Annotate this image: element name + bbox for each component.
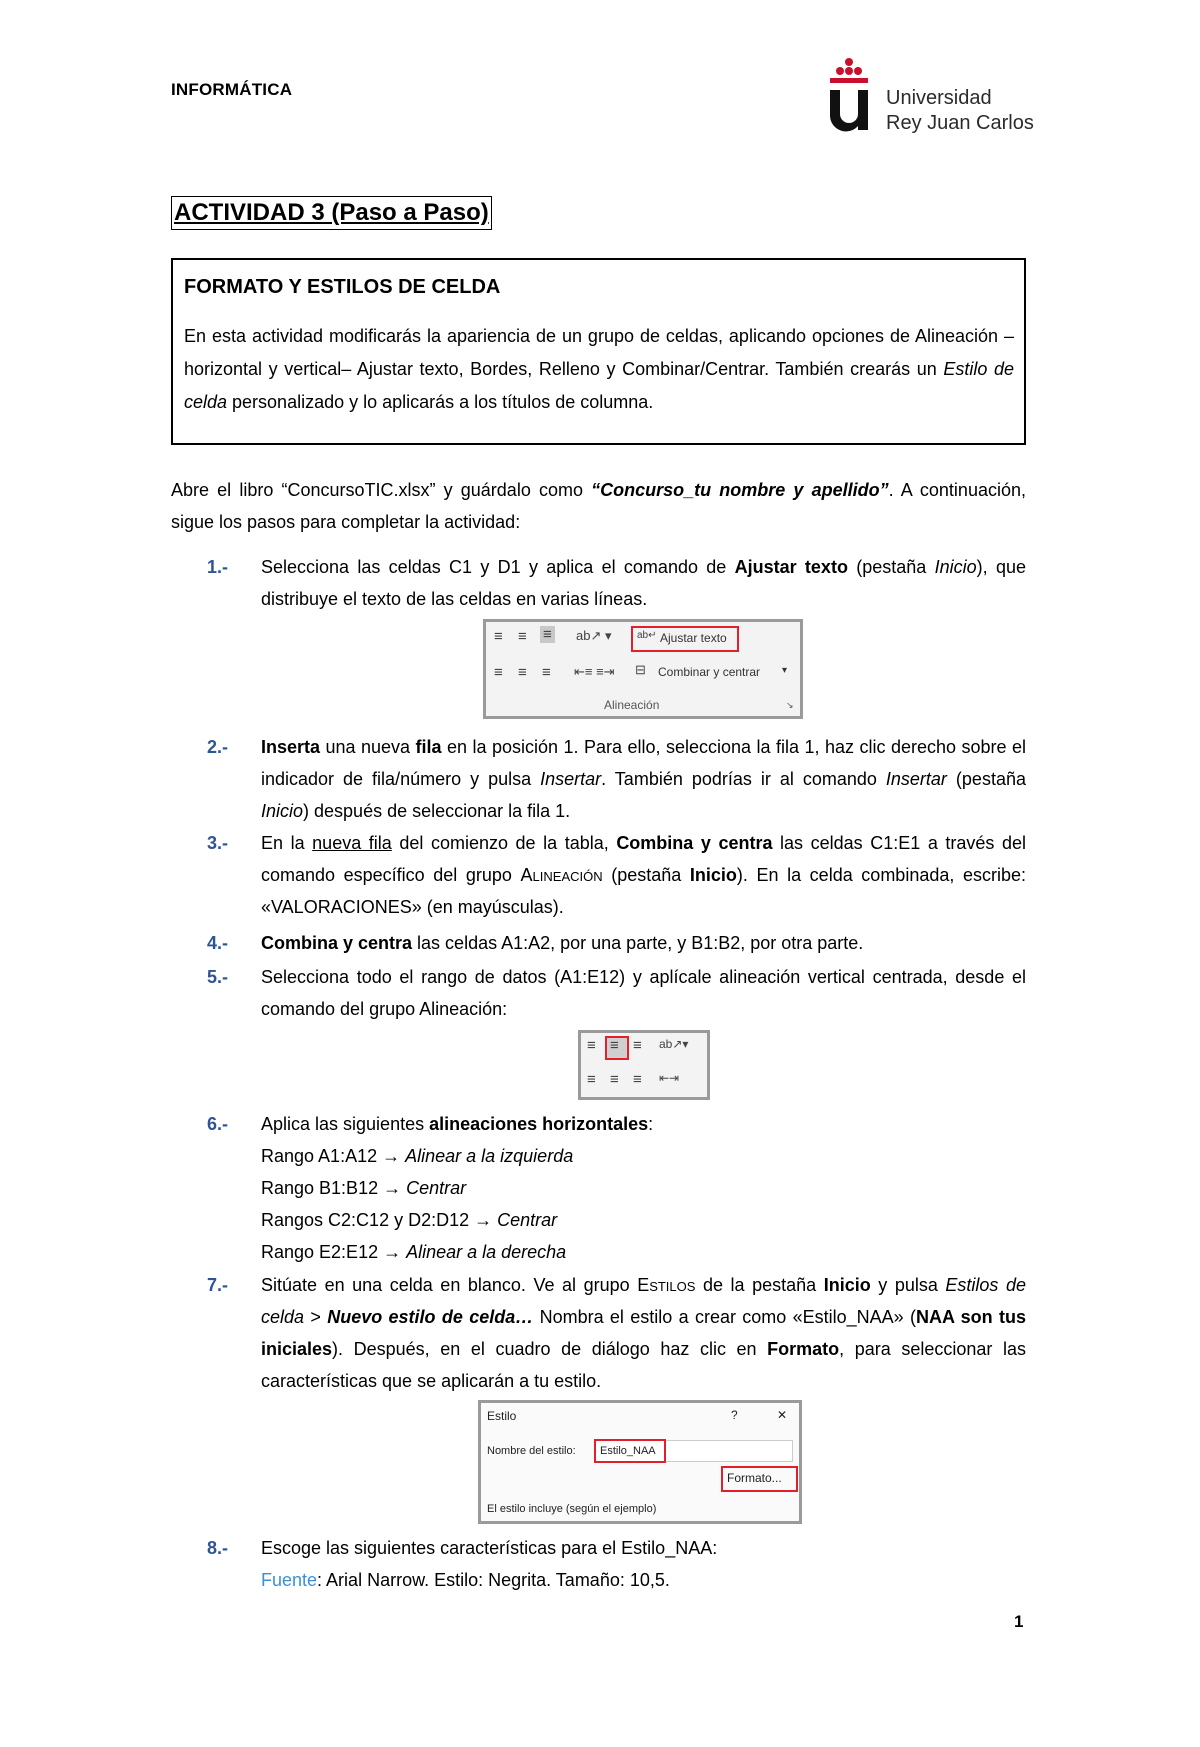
vertical-align-ribbon-screenshot bbox=[578, 1030, 710, 1100]
group-label: Alineación bbox=[604, 698, 660, 712]
step-number: 5.- bbox=[207, 967, 229, 987]
align-left-icon: ≡ bbox=[587, 1071, 596, 1088]
indent-icons: ⇤⇥ bbox=[659, 1071, 680, 1085]
university-name-line1: Universidad bbox=[886, 87, 992, 109]
university-name-line2: Rey Juan Carlos bbox=[886, 112, 1034, 134]
step-number: 3.- bbox=[207, 833, 229, 853]
help-icon: ? bbox=[731, 1408, 738, 1422]
page-number: 1 bbox=[1014, 1612, 1024, 1631]
chevron-down-icon: ▾ bbox=[782, 665, 788, 676]
merge-center-icon: ⊟ bbox=[635, 662, 646, 677]
summary-heading: FORMATO Y ESTILOS DE CELDA bbox=[184, 276, 501, 298]
wrap-text-button: Ajustar texto bbox=[660, 631, 727, 645]
step-number: 7.- bbox=[207, 1275, 229, 1295]
urjc-logo-icon bbox=[826, 56, 872, 132]
university-logo bbox=[826, 56, 1036, 136]
dialog-launcher-icon: ↘ bbox=[786, 700, 794, 710]
range-line: Rango E2:E12 → Alinear a la derecha bbox=[261, 1242, 567, 1262]
range-line: Rango B1:B12 → Centrar bbox=[261, 1178, 467, 1198]
dialog-title: Estilo bbox=[487, 1409, 517, 1423]
close-icon: ✕ bbox=[777, 1408, 788, 1422]
align-middle-icon: ≡ bbox=[610, 1037, 619, 1054]
step-text: Aplica las siguientes alineaciones horizontales: Rango A1:A12 → Alinear a la izquierda Rango B1:B12 → Centrar Rangos C2:C12 y D2:D12 → Centrar Rango E2:E12 → Alinear a la derecha bbox=[261, 1108, 1026, 1268]
align-left-icon: ≡ bbox=[494, 664, 503, 681]
style-includes-label: El estilo incluye (según el ejemplo) bbox=[487, 1503, 657, 1515]
alignment-ribbon-screenshot bbox=[483, 619, 803, 719]
align-right-icon: ≡ bbox=[633, 1071, 642, 1088]
style-dialog-screenshot bbox=[478, 1400, 802, 1524]
step-text: En la nueva fila del comienzo de la tabla, Combina y centra las celdas C1:E1 a través del comando específico del grupo Alineación (pestaña Inicio). En la celda combinada, escribe: «VALORACIONES» (en mayúsculas). bbox=[261, 833, 1026, 917]
align-top-icon: ≡ bbox=[587, 1037, 596, 1054]
summary-box bbox=[171, 258, 1026, 445]
step-text: Escoge las siguientes características para el Estilo_NAA: Fuente: Arial Narrow. Estilo: Negrita. Tamaño: 10,5. bbox=[261, 1538, 718, 1590]
header-subject: INFORMÁTICA bbox=[171, 80, 293, 99]
university-name bbox=[886, 86, 1034, 136]
range-line: Rango A1:A12 → Alinear a la izquierda bbox=[261, 1146, 574, 1166]
align-center-icon: ≡ bbox=[610, 1071, 619, 1088]
align-top-icon: ≡ bbox=[494, 628, 503, 645]
step-text: Selecciona todo el rango de datos (A1:E12) y aplícale alineación vertical centrada, desde el comando del grupo Alineación: bbox=[261, 967, 1026, 1019]
range-line: Rangos C2:C12 y D2:D12 → Centrar bbox=[261, 1210, 558, 1230]
step-number: 1.- bbox=[207, 557, 229, 577]
step-number: 6.- bbox=[207, 1114, 229, 1134]
align-center-icon: ≡ bbox=[518, 664, 527, 681]
merge-center-button: Combinar y centrar bbox=[658, 665, 761, 679]
font-label: Fuente bbox=[261, 1570, 318, 1590]
summary-text: En esta actividad modificarás la apariencia de un grupo de celdas, aplicando opciones de Alineación –horizontal y vertical– Ajustar texto, Bordes, Relleno y Combinar/Centrar. También crearás un Estilo de celda personalizado y lo aplicarás a los títulos de columna. bbox=[184, 326, 1014, 412]
orientation-icon: ab↗▾ bbox=[659, 1037, 689, 1051]
intro-paragraph: Abre el libro “ConcursoTIC.xlsx” y guárdalo como “Concurso_tu nombre y apellido”. A continuación, sigue los pasos para completar la actividad: bbox=[171, 480, 1026, 532]
align-bottom-icon: ≡ bbox=[633, 1037, 642, 1054]
align-middle-icon: ≡ bbox=[518, 628, 527, 645]
align-right-icon: ≡ bbox=[542, 664, 551, 681]
style-name-label: Nombre del estilo: bbox=[487, 1445, 576, 1457]
orientation-icon: ab↗ ▾ bbox=[576, 628, 612, 643]
style-name-value: Estilo_NAA bbox=[600, 1445, 656, 1457]
wrap-text-icon: ab↵ bbox=[637, 630, 657, 641]
indent-icons: ⇤≡ ≡⇥ bbox=[574, 664, 615, 679]
format-button: Formato... bbox=[727, 1471, 782, 1485]
step-text: Selecciona las celdas C1 y D1 y aplica el comando de Ajustar texto (pestaña Inicio), que distribuye el texto de las celdas en varias líneas. bbox=[261, 557, 1026, 609]
step-text: Inserta una nueva fila en la posición 1. Para ello, selecciona la fila 1, haz clic derecho sobre el indicador de fila/número y pulsa Insertar. También podrías ir al comando Insertar (pestaña Inicio) después de seleccionar la fila 1. bbox=[261, 737, 1027, 821]
page-title: ACTIVIDAD 3 (Paso a Paso) bbox=[171, 196, 492, 230]
step-number: 4.- bbox=[207, 933, 229, 953]
step-number: 8.- bbox=[207, 1538, 229, 1558]
step-text: Sitúate en una celda en blanco. Ve al grupo Estilos de la pestaña Inicio y pulsa Estilos de celda > Nuevo estilo de celda… Nombra el estilo a crear como «Estilo_NAA» (NAA son tus iniciales). Después, en el cuadro de diálogo haz clic en Formato, para seleccionar las características que se aplicarán a tu estilo. bbox=[261, 1275, 1027, 1391]
align-bottom-icon: ≡ bbox=[540, 626, 555, 643]
step-number: 2.- bbox=[207, 737, 229, 757]
step-text: Combina y centra las celdas A1:A2, por una parte, y B1:B2, por otra parte. bbox=[261, 933, 864, 953]
